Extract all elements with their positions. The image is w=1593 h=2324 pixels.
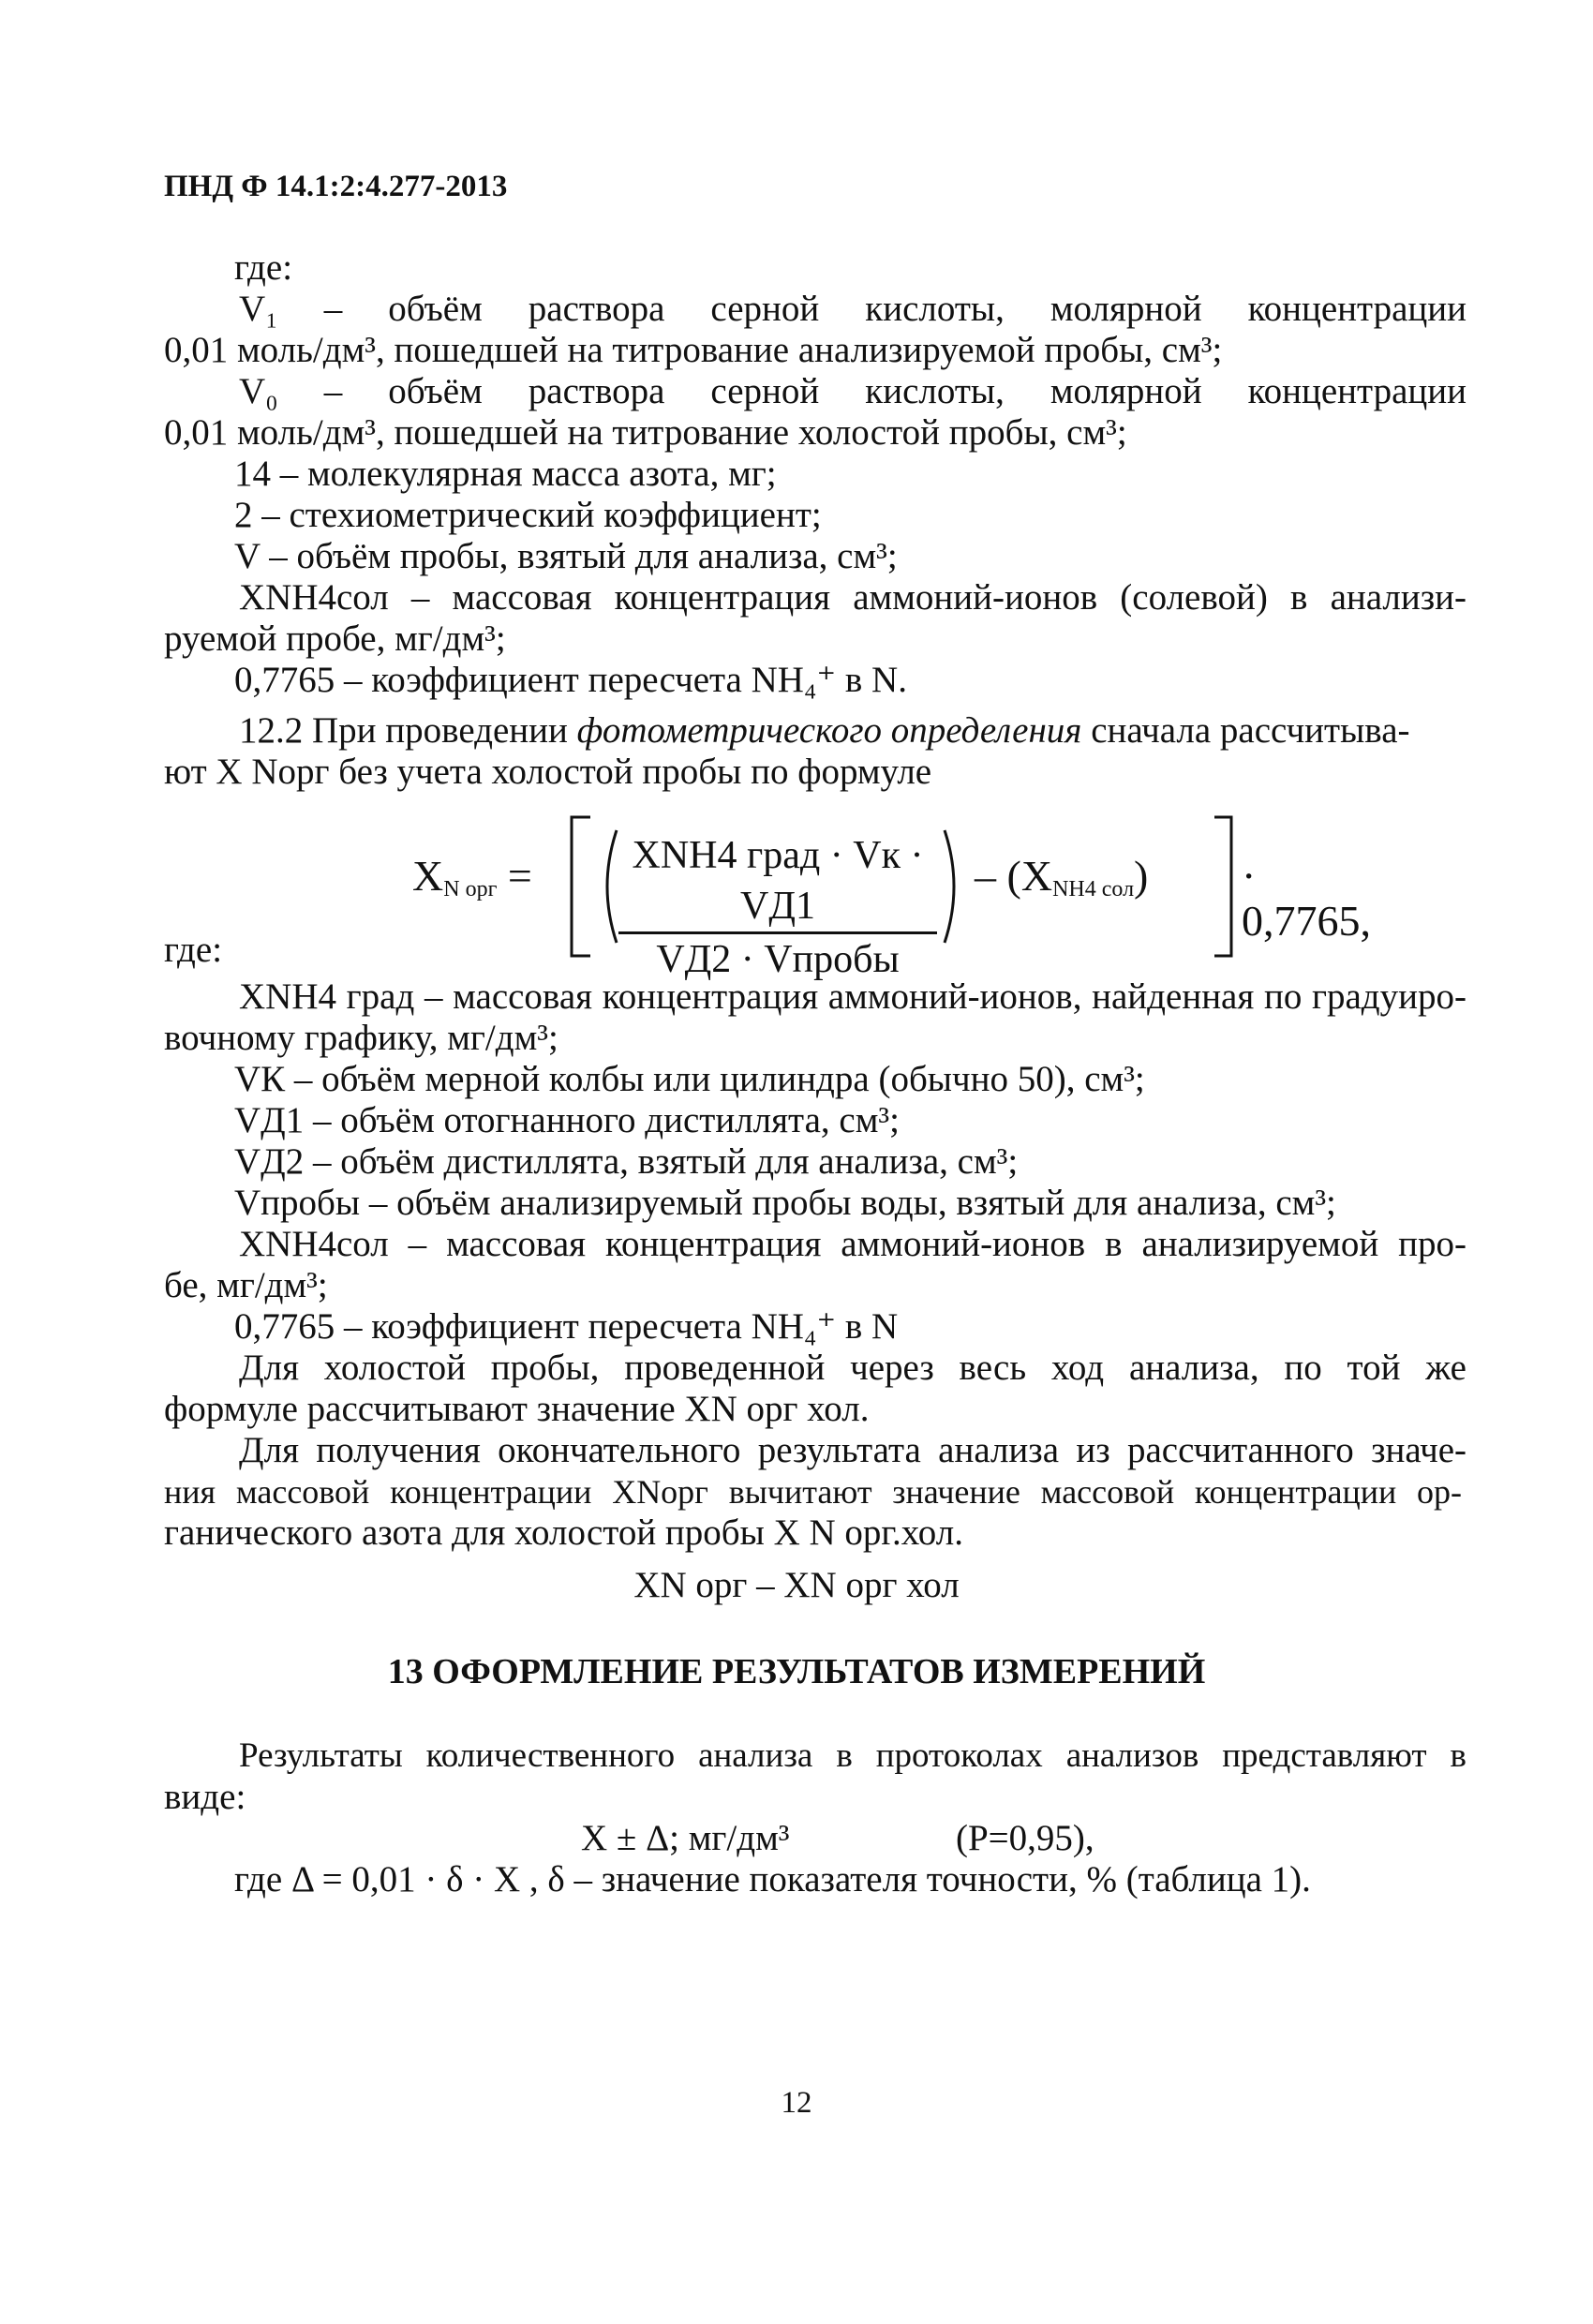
def-xgrad-line1: XNH4 град – массовая концентрация аммоний-ионов, найденная по градуиро- [239,976,1466,1017]
s12-2-italic: фотометрического определения [576,710,1082,751]
where-label: где: [234,247,293,288]
def-xnh4-line1: XNH4сол – массовая концентрация аммоний-ионов (солевой) в анализи- [239,577,1466,618]
formula-minus: – [975,852,996,900]
def-v1-line2: 0,01 моль/дм³, пошедшей на титрование анализируемой пробы, см³; [164,330,1223,370]
def-volume: V – объём пробы, взятый для анализа, см³; [234,536,898,576]
def-xnh4-line2: руемой пробе, мг/дм³; [164,618,506,659]
def-v0-line1: V₀ – объём раствора серной кислоты, молярной концентрации [239,371,1466,411]
section-12-2-line1 [239,708,1466,753]
section-13-title: 13 ОФОРМЛЕНИЕ РЕЗУЛЬТАТОВ ИЗМЕРЕНИЙ [387,1652,1206,1691]
def-vk: VК – объём мерной колбы или цилиндра (обычно 50), см³; [234,1059,1145,1099]
s13-para-line1: Результаты количественного анализа в протоколах анализов представляют в [239,1736,1466,1775]
s12-2-pre: 12.2 При проведении [239,710,577,751]
final-para-line2: ния массовой концентрации XNорг вычитают значение массовой концентрации ор- [164,1473,1462,1511]
final-para-line1: Для получения окончательного результата анализа из рассчитанного значе- [239,1430,1466,1470]
def-vprob: Vпробы – объём анализируемый пробы воды, взятый для анализа, см³; [234,1183,1336,1223]
formula-sol-term: – $(X_{NH4 сол})$ [975,852,1149,901]
def-coef: 0,7765 – коэффициент пересчета NH₄⁺ в N. [234,660,907,700]
formula-numerator: XNH4 град · Vк · VД1 [632,834,924,928]
def-v0-line2: 0,01 моль/дм³, пошедшей на титрование холостой пробы, см³; [164,412,1127,453]
formula-denominator: VД2 · Vпробы [618,931,937,985]
def-xsol-line2: бе, мг/дм³; [164,1265,328,1305]
final-expression: XN орг – XN орг хол [633,1565,960,1605]
blank-para-line2: формуле рассчитывают значение XN орг хол. [164,1389,870,1429]
probability: (Р=0,95), [956,1818,1094,1858]
result-form: X ± Δ; мг/дм³ [581,1818,790,1858]
formula-lhs-x: X [412,852,444,900]
formula-eq: = [507,852,532,900]
formula-tail: · 0,7765, [1242,852,1371,945]
def-xgrad-line2: вочному графику, мг/дм³; [164,1018,558,1058]
formula-sol-sub: NH4 сол [1052,877,1135,901]
where-label-2: где: [164,930,223,970]
final-para-line3: ганического азота для холостой пробы X N орг.хол. [164,1512,963,1553]
def-vd2: VД2 – объём дистиллята, взятый для анализа, см³; [234,1141,1019,1182]
def-xsol-line1: XNH4сол – массовая концентрация аммоний-ионов в анализируемой про- [239,1224,1466,1264]
blank-para-line1: Для холостой пробы, проведенной через весь ход анализа, по той же [239,1348,1466,1388]
delta-definition: где Δ = 0,01 · δ · X , δ – значение показателя точности, % (таблица 1). [234,1859,1311,1899]
formula-sol-x: X [1020,852,1053,900]
def-stoich: 2 – стехиометрический коэффициент; [234,495,822,535]
def-coef-2: 0,7765 – коэффициент пересчета NH₄⁺ в N [234,1306,899,1347]
def-molar-mass: 14 – молекулярная масса азота, мг; [234,454,777,494]
document-id: ПНД Ф 14.1:2:4.277-2013 [164,170,508,203]
def-vd1: VД1 – объём отогнанного дистиллята, см³; [234,1100,900,1140]
section-12-2-line2: ют X Nорг без учета холостой пробы по формуле [164,752,932,792]
formula-lhs [412,854,532,899]
formula-lhs-sub: N орг [443,877,498,901]
def-v1-line1: V₁ – объём раствора серной кислоты, молярной концентрации [239,289,1466,329]
page-number: 12 [781,2086,812,2120]
s12-2-post: сначала рассчитыва- [1081,710,1410,751]
s13-para-line2: виде: [164,1777,246,1817]
